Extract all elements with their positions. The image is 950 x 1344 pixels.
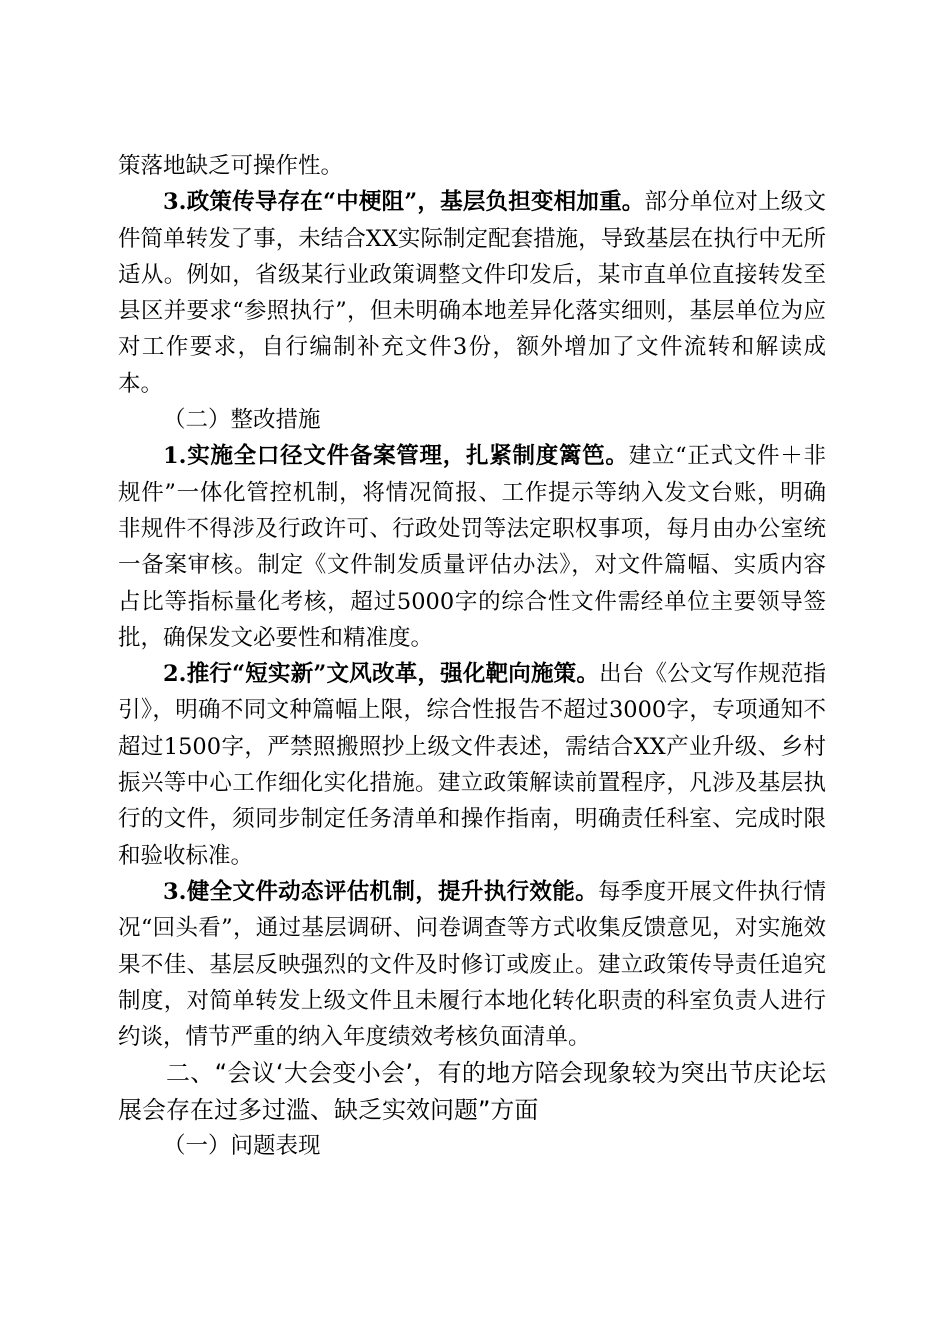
paragraph-text: 每季度开展文件执行情况“回头看”，通过基层调研、问卷调查等方式收集反馈意见，对实施效果不佳、基层反映强烈的文件及时修订或废止。建立政策传导责任追究制度，对简单转发上级文件且未履行本地化转化职责的科室负责人进行约谈，情节严重的纳入年度绩效考核负面清单。 <box>118 878 826 1051</box>
paragraph-text: 部分单位对上级文件简单转发了事，未结合XX实际制定配套措施，导致基层在执行中无所适从。例如，省级某行业政策调整文件印发后，某市直单位直接转发至县区并要求“参照执行”，但未明确本地差异化落实细则，基层单位为应对工作要求，自行编制补充文件3份，额外增加了文件流转和解读成本。 <box>118 189 826 397</box>
intro-tail: 策落地缺乏可操作性。 <box>118 153 344 179</box>
paragraph-measure-1 <box>118 438 826 656</box>
paragraph-measure-3 <box>118 874 826 1055</box>
paragraph-measure-2 <box>118 656 826 874</box>
paragraph-issue-3 <box>118 184 826 402</box>
paragraph-text: 建立“正式文件＋非规件”一体化管控机制，将情况简报、工作提示等纳入发文台账，明确非规件不得涉及行政许可、行政处罚等法定职权事项，每月由办公室统一备案审核。制定《文件制发质量评估办法》，对文件篇幅、实质内容占比等指标量化考核，超过5000字的综合性文件需经单位主要领导签批，确保发文必要性和精准度。 <box>118 443 826 651</box>
section-heading-rectification: （二）整改措施 <box>163 407 321 434</box>
paragraph-lead: 3.政策传导存在“中梗阻”，基层负担变相加重。 <box>163 189 645 216</box>
paragraph-text: 出台《公文写作规范指引》，明确不同文种篇幅上限，综合性报告不超过3000字，专项通知不超过1500字，严禁照搬照抄上级文件表述，需结合XX产业升级、乡村振兴等中心工作细化实化措施。建立政策解读前置程序，凡涉及基层执行的文件，须同步制定任务清单和操作指南，明确责任科室、完成时限和验收标准。 <box>118 661 826 869</box>
paragraph-lead: 2.推行“短实新”文风改革，强化靶向施策。 <box>163 661 600 688</box>
document-body <box>118 148 826 1164</box>
paragraph-lead: 3.健全文件动态评估机制，提升执行效能。 <box>163 878 598 905</box>
part-two-heading: 二、“会议‘大会变小会’，有的地方陪会现象较为突出节庆论坛展会存在过多过滥、缺乏实效问题”方面 <box>118 1059 826 1124</box>
paragraph-lead: 1.实施全口径文件备案管理，扎紧制度篱笆。 <box>163 443 629 470</box>
section-heading-problems: （一）问题表现 <box>163 1133 321 1160</box>
